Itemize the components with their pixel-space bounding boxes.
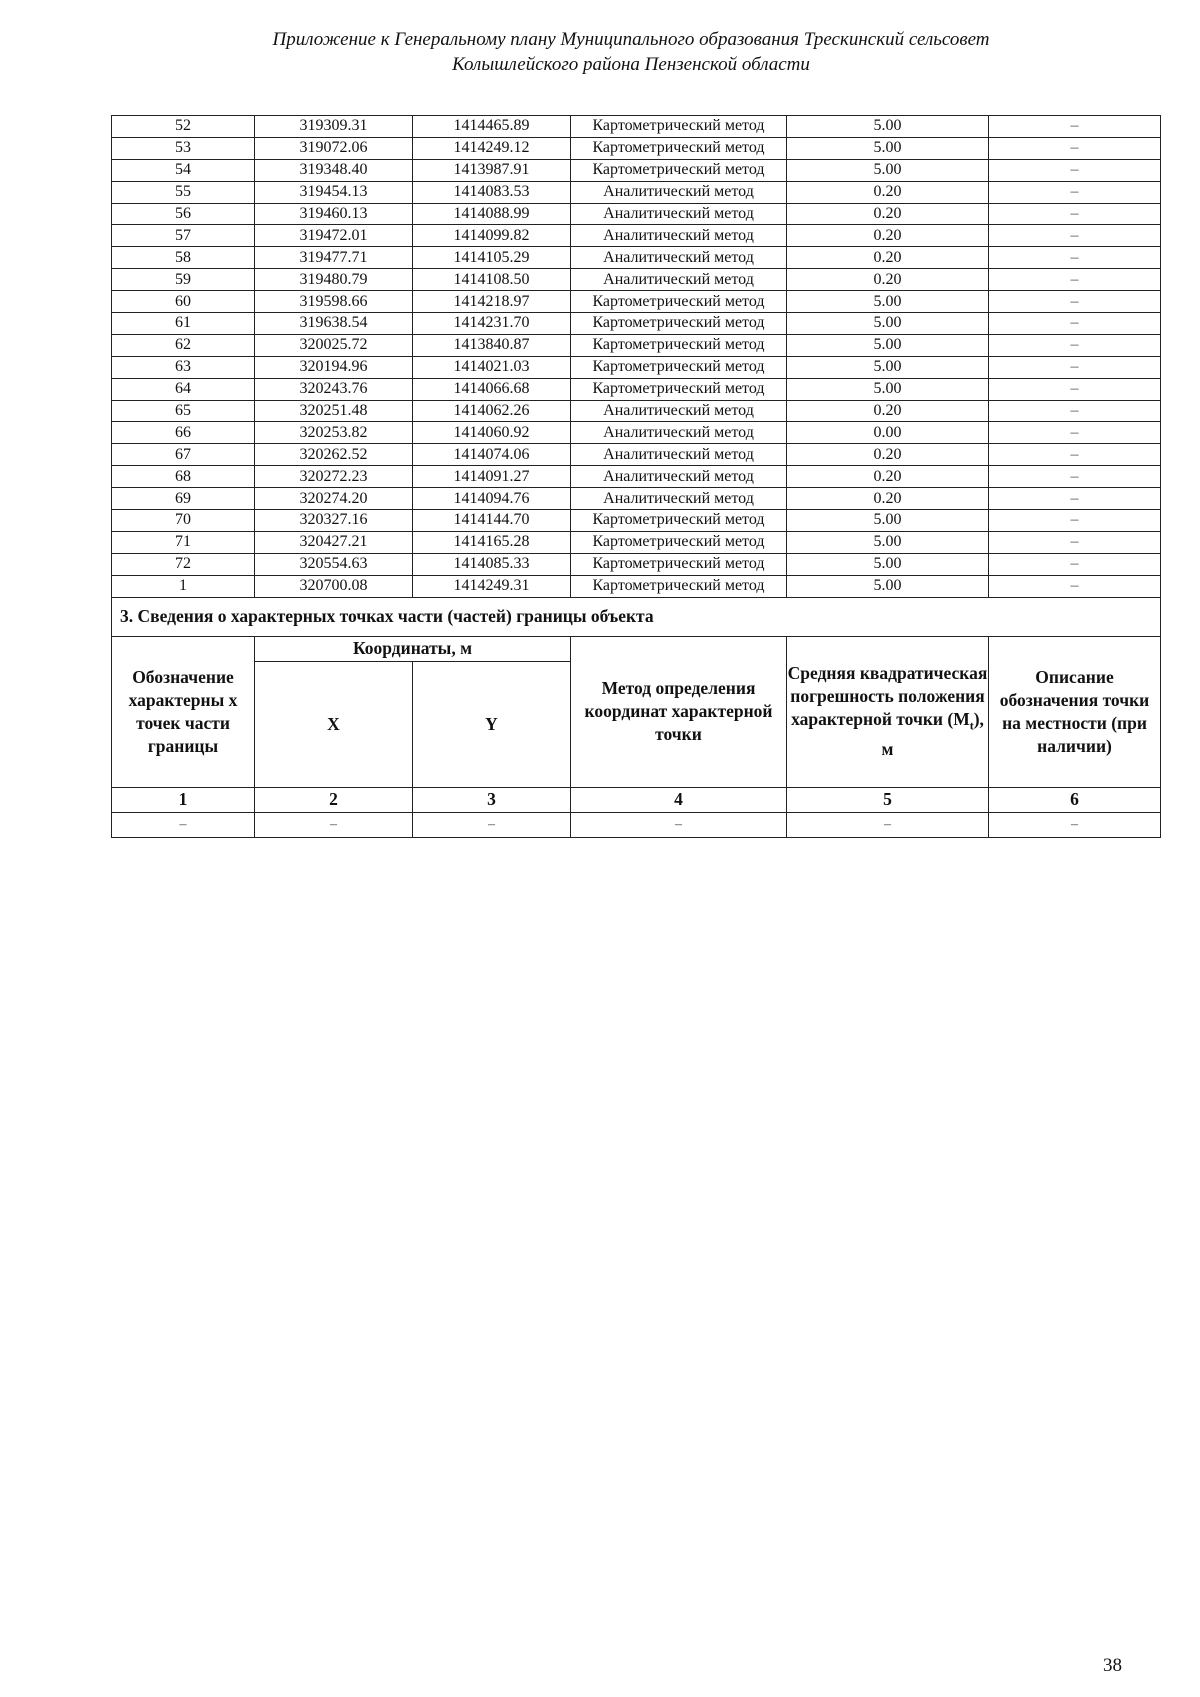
accuracy-cell: 5.00 [787, 553, 989, 575]
method-cell: Картометрический метод [571, 313, 787, 335]
description-cell: – [989, 575, 1161, 597]
method-cell: Картометрический метод [571, 575, 787, 597]
accuracy-cell: 5.00 [787, 159, 989, 181]
table-row [112, 575, 1161, 597]
table-row [112, 488, 1161, 510]
header-line-1: Приложение к Генеральному плану Муниципального образования Трескинский сельсовет [272, 29, 990, 50]
accuracy-cell: 0.20 [787, 444, 989, 466]
point-number-cell: 1 [112, 575, 255, 597]
empty-data-row [112, 812, 1161, 837]
table-row [112, 203, 1161, 225]
accuracy-cell: 0.20 [787, 269, 989, 291]
point-number-cell: 72 [112, 553, 255, 575]
table-cell: – [571, 812, 787, 837]
x-coordinate-cell: 320427.21 [255, 531, 413, 553]
x-coordinate-cell: 319454.13 [255, 181, 413, 203]
method-cell: Картометрический метод [571, 116, 787, 138]
point-number-cell: 63 [112, 356, 255, 378]
point-number-cell: 60 [112, 291, 255, 313]
column-number: 1 [112, 787, 255, 812]
x-coordinate-cell: 319348.40 [255, 159, 413, 181]
y-coordinate-cell: 1414094.76 [413, 488, 571, 510]
point-number-cell: 71 [112, 531, 255, 553]
method-cell: Картометрический метод [571, 159, 787, 181]
column-number: 6 [989, 787, 1161, 812]
accuracy-cell: 0.20 [787, 203, 989, 225]
point-number-cell: 61 [112, 313, 255, 335]
table-cell: – [255, 812, 413, 837]
point-number-cell: 55 [112, 181, 255, 203]
point-number-cell: 64 [112, 378, 255, 400]
accuracy-cell: 5.00 [787, 116, 989, 138]
column-numbers-row [112, 787, 1161, 812]
accuracy-cell: 5.00 [787, 378, 989, 400]
x-coordinate-cell: 320327.16 [255, 510, 413, 532]
method-cell: Аналитический метод [571, 203, 787, 225]
y-coordinate-cell: 1414088.99 [413, 203, 571, 225]
point-number-cell: 62 [112, 334, 255, 356]
points-table-body [112, 116, 1161, 598]
table-row [112, 225, 1161, 247]
method-cell: Картометрический метод [571, 553, 787, 575]
method-cell: Аналитический метод [571, 488, 787, 510]
table-cell: – [112, 812, 255, 837]
point-number-cell: 57 [112, 225, 255, 247]
header-line-2: Колышлейского района Пензенской области [452, 54, 810, 75]
section3-title-row [112, 597, 1161, 636]
method-cell: Аналитический метод [571, 466, 787, 488]
description-cell: – [989, 356, 1161, 378]
x-coordinate-cell: 320243.76 [255, 378, 413, 400]
coordinates-table [111, 115, 1161, 838]
section3-title: 3. Сведения о характерных точках части (частей) границы объекта [112, 597, 1161, 636]
accuracy-cell: 0.00 [787, 422, 989, 444]
point-number-cell: 54 [112, 159, 255, 181]
header-coordinates: Координаты, м [255, 636, 571, 661]
x-coordinate-cell: 319477.71 [255, 247, 413, 269]
column-number: 4 [571, 787, 787, 812]
point-number-cell: 52 [112, 116, 255, 138]
table-row [112, 356, 1161, 378]
point-number-cell: 56 [112, 203, 255, 225]
x-coordinate-cell: 320253.82 [255, 422, 413, 444]
y-coordinate-cell: 1414021.03 [413, 356, 571, 378]
x-coordinate-cell: 320554.63 [255, 553, 413, 575]
y-coordinate-cell: 1414218.97 [413, 291, 571, 313]
method-cell: Аналитический метод [571, 269, 787, 291]
table-row [112, 466, 1161, 488]
point-number-cell: 58 [112, 247, 255, 269]
x-coordinate-cell: 319072.06 [255, 137, 413, 159]
method-cell: Аналитический метод [571, 181, 787, 203]
column-number: 2 [255, 787, 413, 812]
method-cell: Аналитический метод [571, 400, 787, 422]
table-row [112, 553, 1161, 575]
method-cell: Аналитический метод [571, 225, 787, 247]
header-accuracy-unit: ), м [881, 709, 984, 759]
accuracy-cell: 0.20 [787, 225, 989, 247]
table-row [112, 510, 1161, 532]
x-coordinate-cell: 320272.23 [255, 466, 413, 488]
method-cell: Картометрический метод [571, 291, 787, 313]
x-coordinate-cell: 319638.54 [255, 313, 413, 335]
table-row [112, 269, 1161, 291]
point-number-cell: 68 [112, 466, 255, 488]
accuracy-cell: 0.20 [787, 488, 989, 510]
y-coordinate-cell: 1414062.26 [413, 400, 571, 422]
x-coordinate-cell: 320262.52 [255, 444, 413, 466]
description-cell: – [989, 531, 1161, 553]
document-header [0, 27, 1200, 77]
table-cell: – [787, 812, 989, 837]
point-number-cell: 65 [112, 400, 255, 422]
point-number-cell: 66 [112, 422, 255, 444]
point-number-cell: 67 [112, 444, 255, 466]
column-number: 5 [787, 787, 989, 812]
y-coordinate-cell: 1414165.28 [413, 531, 571, 553]
x-coordinate-cell: 320194.96 [255, 356, 413, 378]
table-row [112, 116, 1161, 138]
x-coordinate-cell: 320274.20 [255, 488, 413, 510]
description-cell: – [989, 291, 1161, 313]
description-cell: – [989, 181, 1161, 203]
accuracy-cell: 5.00 [787, 313, 989, 335]
table-row [112, 378, 1161, 400]
accuracy-cell: 5.00 [787, 291, 989, 313]
description-cell: – [989, 269, 1161, 291]
description-cell: – [989, 422, 1161, 444]
table-row [112, 334, 1161, 356]
y-coordinate-cell: 1414091.27 [413, 466, 571, 488]
table-row [112, 400, 1161, 422]
section3-header-row-1 [112, 636, 1161, 661]
method-cell: Картометрический метод [571, 510, 787, 532]
table-row [112, 159, 1161, 181]
table-cell: – [989, 812, 1161, 837]
y-coordinate-cell: 1414144.70 [413, 510, 571, 532]
header-accuracy [787, 636, 989, 787]
page-number: 38 [1103, 1655, 1122, 1676]
method-cell: Картометрический метод [571, 531, 787, 553]
point-number-cell: 59 [112, 269, 255, 291]
description-cell: – [989, 225, 1161, 247]
method-cell: Картометрический метод [571, 137, 787, 159]
description-cell: – [989, 203, 1161, 225]
method-cell: Картометрический метод [571, 334, 787, 356]
method-cell: Аналитический метод [571, 247, 787, 269]
accuracy-cell: 5.00 [787, 356, 989, 378]
y-coordinate-cell: 1414099.82 [413, 225, 571, 247]
y-coordinate-cell: 1414066.68 [413, 378, 571, 400]
description-cell: – [989, 334, 1161, 356]
column-number: 3 [413, 787, 571, 812]
description-cell: – [989, 247, 1161, 269]
y-coordinate-cell: 1414465.89 [413, 116, 571, 138]
header-y: Y [413, 661, 571, 787]
description-cell: – [989, 137, 1161, 159]
accuracy-cell: 5.00 [787, 137, 989, 159]
description-cell: – [989, 553, 1161, 575]
x-coordinate-cell: 319480.79 [255, 269, 413, 291]
description-cell: – [989, 313, 1161, 335]
accuracy-cell: 5.00 [787, 531, 989, 553]
y-coordinate-cell: 1414060.92 [413, 422, 571, 444]
header-method: Метод определения координат характерной точки [571, 636, 787, 787]
accuracy-cell: 0.20 [787, 400, 989, 422]
accuracy-cell: 5.00 [787, 334, 989, 356]
method-cell: Картометрический метод [571, 356, 787, 378]
description-cell: – [989, 510, 1161, 532]
method-cell: Аналитический метод [571, 422, 787, 444]
x-coordinate-cell: 320251.48 [255, 400, 413, 422]
x-coordinate-cell: 319472.01 [255, 225, 413, 247]
x-coordinate-cell: 319460.13 [255, 203, 413, 225]
table-row [112, 444, 1161, 466]
y-coordinate-cell: 1413840.87 [413, 334, 571, 356]
y-coordinate-cell: 1414249.31 [413, 575, 571, 597]
x-coordinate-cell: 319598.66 [255, 291, 413, 313]
table-row [112, 422, 1161, 444]
table-cell: – [413, 812, 571, 837]
y-coordinate-cell: 1414249.12 [413, 137, 571, 159]
table-row [112, 137, 1161, 159]
y-coordinate-cell: 1413987.91 [413, 159, 571, 181]
header-designation: Обозначение характерны х точек части границы [112, 636, 255, 787]
x-coordinate-cell: 320700.08 [255, 575, 413, 597]
method-cell: Картометрический метод [571, 378, 787, 400]
description-cell: – [989, 444, 1161, 466]
description-cell: – [989, 116, 1161, 138]
x-coordinate-cell: 319309.31 [255, 116, 413, 138]
y-coordinate-cell: 1414085.33 [413, 553, 571, 575]
header-x: X [255, 661, 413, 787]
y-coordinate-cell: 1414105.29 [413, 247, 571, 269]
header-accuracy-text: Средняя квадратическая погрешность положения характерной точки (M [787, 663, 988, 730]
accuracy-cell: 0.20 [787, 247, 989, 269]
accuracy-cell: 0.20 [787, 466, 989, 488]
y-coordinate-cell: 1414108.50 [413, 269, 571, 291]
header-description: Описание обозначения точки на местности (при наличии) [989, 636, 1161, 787]
accuracy-cell: 0.20 [787, 181, 989, 203]
description-cell: – [989, 400, 1161, 422]
table-row [112, 181, 1161, 203]
point-number-cell: 69 [112, 488, 255, 510]
table-row [112, 291, 1161, 313]
y-coordinate-cell: 1414083.53 [413, 181, 571, 203]
x-coordinate-cell: 320025.72 [255, 334, 413, 356]
method-cell: Аналитический метод [571, 444, 787, 466]
header-accuracy-subscript: t [969, 718, 974, 733]
point-number-cell: 70 [112, 510, 255, 532]
description-cell: – [989, 159, 1161, 181]
table-row [112, 531, 1161, 553]
section3-body [112, 597, 1161, 837]
accuracy-cell: 5.00 [787, 575, 989, 597]
description-cell: – [989, 466, 1161, 488]
accuracy-cell: 5.00 [787, 510, 989, 532]
description-cell: – [989, 378, 1161, 400]
description-cell: – [989, 488, 1161, 510]
table-row [112, 313, 1161, 335]
point-number-cell: 53 [112, 137, 255, 159]
y-coordinate-cell: 1414074.06 [413, 444, 571, 466]
y-coordinate-cell: 1414231.70 [413, 313, 571, 335]
table-row [112, 247, 1161, 269]
